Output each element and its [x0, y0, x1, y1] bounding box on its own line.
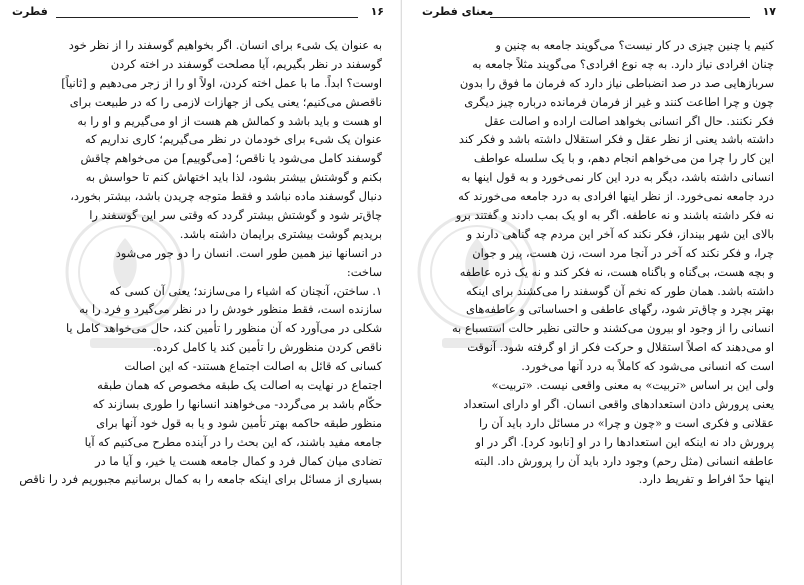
text-line: به عنوان یک شیء برای انسان. اگر بخواهیم گوسفند را از نظر خود — [68, 38, 382, 52]
text-line: ناقص کردن منظورش را تأمین کند یا کامل کرده. — [152, 340, 382, 355]
text-line: عنوان یک شیء برای خودمان در نظر می‌گیریم؛ کاری نداریم که — [85, 132, 382, 147]
text-line: جامعه مفید باشند، که این بحث را در آینده مطرح می‌کنیم که آیا — [84, 434, 382, 449]
text-line: بریدیم گوشت بیشتری برایمان داشته باشد. — [179, 226, 382, 241]
text-line: درد جامعه نمی‌خورد. از نظر اینها افرادی به درد جامعه می‌خورند که — [458, 189, 774, 204]
text-line: چرا، و فکر نکند که آخر در آنجا مرد است، زن هست، پیر و جوان — [472, 245, 774, 260]
text-line: گوسفند کامل می‌شود یا ناقص؛ [می‌گوییم] من می‌خواهم چاقش — [80, 151, 382, 166]
header-rule — [56, 17, 358, 18]
text-line: یعنی پرورش دادن استعدادهای واقعی انسان. اگر او دارای استعداد — [463, 396, 774, 411]
text-line: پرورش داد نه اینکه این استعدادها را در او [نابود کرد]. اگر در او — [475, 434, 774, 449]
text-line: تضادی میان کمال فرد و کمال جامعه هست یا خیر، و آیا ما در — [95, 453, 382, 468]
text-line: عاطفه انسانی (مثل رحم) وجود دارد باید آن را پرورش داد. البته — [473, 453, 774, 468]
text-line: عقلانی و فکری است و «چون و چرا» در مسائل دارد باید آن را — [478, 415, 774, 430]
text-line: اجتماع در نهایت به اصالت یک طبقه مخصوص که همان طبقه — [97, 378, 382, 393]
text-line: کسانی که قائل به اصالت اجتماع هستند- که این اصالت — [124, 359, 382, 374]
right-page — [402, 0, 804, 585]
page-number: ۱۷ — [762, 5, 776, 18]
text-line: سربازهایی صد در صد انضباطی نیاز دارد که فرمان ما فوق را بدون — [459, 75, 774, 90]
text-line: شکلی در می‌آورد که آن منظور را تأمین کند، حال می‌خواهد کامل یا — [65, 321, 382, 336]
text-line: انسانی داشته باشد، دیگر به درد این کار نمی‌خورد و به قول اینها به — [461, 170, 774, 185]
text-line: دنبال گوسفند ماده نباشد و فقط متوجه چریدن باشد، بیشتر بخورد، — [70, 189, 382, 204]
text-line: داشته باشد یعنی از نظر عقل و فکر استقلال داشته باشد و فکر کند — [458, 132, 774, 147]
running-title: معنای فطرت — [422, 5, 494, 18]
text-line: انسانی را از وجود او بیرون می‌کشند و حالتی نظیر حالت استسباع به — [451, 321, 774, 336]
text-line: ناقصش می‌کنیم؛ یعنی یکی از جهازات لازمی را که در طبیعت برای — [69, 94, 382, 109]
text-line: در انسانها نیز همین طور است. انسان را دو جور می‌شود — [115, 245, 382, 260]
text-line: بالای این شهر بینداز، فکر نکند که آخر این مردم چه گناهی دارند و — [466, 226, 774, 241]
text-line: نه فکر داشته باشند و نه عاطفه. اگر به او یک بمب دادند و گفتند برو — [455, 208, 774, 223]
text-line: است که انسانی می‌شود که کاملاً به درد آنها می‌خورد. — [521, 359, 774, 374]
text-line: چاق‌تر شود و گوشتش بیشتر گردد که وقتی سر این گوسفند را — [89, 208, 382, 223]
text-line: داشته باشد. همان طور که نخم آن گوسفند را می‌کشند برای اینکه — [466, 283, 774, 298]
text-line: حکّام باشد بر می‌گردد- می‌خواهند انسانها را طوری بسازند که — [92, 396, 382, 411]
text-line: ولی این بر اساس «تربیت» به معنی واقعی نیست. «تربیت» — [491, 378, 774, 393]
text-line: گوسفند در نظر بگیریم، آیا مصلحت گوسفند در اخته کردن — [110, 56, 382, 71]
text-line: ساخت: — [346, 264, 382, 279]
running-title: فطرت — [12, 5, 48, 18]
text-line: بکنم و گوشتش بیشتر بشود، لذا باید اختهاش کنم تا حواسش به — [85, 170, 382, 185]
text-line: ۱. ساختن، آنچنان که اشیاء را می‌سازند؛ یعنی آن کسی که — [109, 283, 382, 298]
text-line: بهتر بچرد و چاق‌تر شود، رگهای عاطفی و احساساتی و عاطفه‌های — [466, 302, 774, 317]
right-page-body — [424, 36, 774, 489]
header-rule — [490, 17, 750, 18]
text-line: چنان افرادی نیاز دارد. به چه نوع افرادی؟ می‌گویند مثلاً جامعه به — [472, 56, 774, 71]
text-line: او می‌دهند که اصلاً استقلال و حرکت فکر از او گرفته شود. آنوقت — [467, 340, 774, 355]
text-line: اینها حدّ افراط و تفریط دارد. — [638, 472, 774, 487]
text-line: کنیم یا چنین چیزی در کار نیست؟ می‌گویند جامعه به چنین و — [495, 38, 774, 52]
text-line: اوست؟ ابداً. ما با عمل اخته کردن، اولاً او را از زجر می‌دهیم و [ثانیاً] — [61, 75, 382, 90]
left-page-body — [14, 36, 382, 489]
text-line: فکر نکنند. حال اگر انسانی بخواهد اصالت اراده و اصالت عقل — [484, 113, 774, 128]
text-line: چون و چرا اطاعت کنند و غیر از فرمان فرمانده درباره چیز دیگری — [464, 94, 774, 109]
text-line: منظور طبقه حاکمه بهتر تأمین شود و یا به قول خود آنها برای — [96, 415, 382, 430]
page-number: ۱۶ — [370, 5, 384, 18]
text-line: او هست و باید باشد و کمالش هم هست از او می‌گیریم و او را به — [77, 113, 382, 128]
left-page-header — [12, 5, 384, 21]
right-page-header — [422, 5, 776, 21]
text-line: بسیاری از مسائل برای اینکه جامعه را به کمال برسانیم مجبوریم فرد را ناقص — [19, 472, 382, 487]
text-line: و بچه هست، بی‌گناه و باگناه هست، نه فکر کند و نه یک ذره عاطفه — [459, 264, 774, 279]
text-line: این کار را چرا من می‌خواهم انجام دهم، و با یک سلسله عواطف — [473, 151, 774, 166]
text-line: سازنده است، فقط منظور خودش را در نظر می‌گیرد و فرد را به — [79, 302, 382, 317]
